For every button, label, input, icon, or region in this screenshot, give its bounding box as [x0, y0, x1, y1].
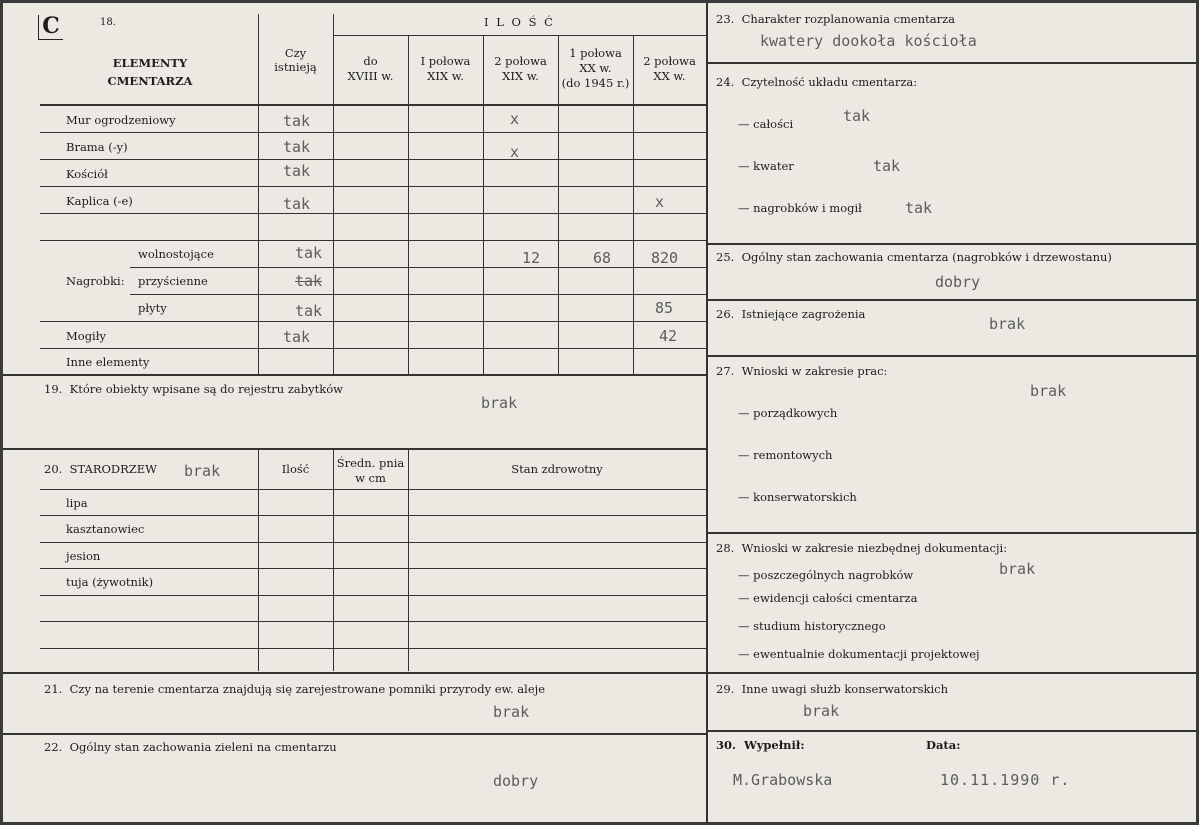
s23-answer: kwatery dookoła kościoła [760, 32, 977, 50]
s25-label: 25. Ogólny stan zachowania cmentarza (nagrobków i drzewostanu) [716, 250, 1112, 264]
s27-answer: brak [1030, 382, 1067, 400]
exists-przyscienne: tak [295, 272, 323, 290]
s30-label: 30. Wypełnił: [716, 738, 805, 752]
quantity-header: I L O Ś Ć [484, 15, 555, 29]
exists-kaplica: tak [283, 195, 311, 213]
s22-label: 22. Ogólny stan zachowania zieleni na cmentarzu [44, 740, 337, 754]
tree-tuja: tuja (żywotnik) [66, 575, 154, 589]
s24-item-nagrobkow: — nagrobków i mogił [738, 201, 862, 215]
s21-label: 21. Czy na terenie cmentarza znajdują się zarejestrowane pomniki przyrody ew. aleje [44, 682, 546, 696]
row-label-nagrobki: Nagrobki: [66, 274, 125, 288]
s27-label: 27. Wnioski w zakresie prac: [716, 364, 888, 378]
period-header-xviii: do XVIII w. [347, 54, 394, 83]
s24-answer-kwater: tak [873, 157, 901, 175]
row-label-mogily: Mogiły [66, 329, 106, 343]
s24-answer-calosci: tak [843, 107, 871, 125]
s24-answer-nagrobkow: tak [905, 199, 933, 217]
s27-item-porzadkowych: — porządkowych [738, 406, 838, 420]
row-label-brama: Brama (-y) [66, 140, 128, 154]
s20-col-stan: Stan zdrowotny [511, 462, 603, 476]
s20-col-srednica: Średn. pnia w cm [336, 456, 405, 485]
row-label-przyscienne: przyścienne [138, 274, 208, 288]
s24-item-calosci: — całości [738, 117, 794, 131]
s18-number: 18. [100, 17, 116, 28]
exists-brama: tak [283, 138, 311, 156]
s29-label: 29. Inne uwagi służb konserwatorskich [716, 682, 948, 696]
row-label-kaplica: Kaplica (-e) [66, 194, 133, 208]
qty-kaplica-2xx: x [655, 193, 665, 211]
s28-item-projektowej: — ewentualnie dokumentacji projektowej [738, 647, 980, 661]
exists-header-line2: istnieją [274, 60, 317, 74]
exists-wolnostojace: tak [295, 244, 323, 262]
s20-col-ilosc: Ilość [281, 462, 310, 476]
tree-jesion: jesion [66, 549, 101, 563]
tree-lipa: lipa [66, 496, 88, 510]
s26-answer: brak [989, 315, 1026, 333]
qty-plyty-2xx: 85 [655, 299, 674, 317]
s18-title-line1: ELEMENTY [112, 56, 188, 70]
tree-kasztanowiec: kasztanowiec [66, 522, 145, 536]
qty-brama-2xix: x [510, 143, 520, 161]
qty-mur-2xix: x [510, 110, 520, 128]
s30-date: 10.11.1990 r. [940, 771, 1071, 789]
s19-answer: brak [481, 394, 518, 412]
row-label-mur: Mur ogrodzeniowy [66, 113, 176, 127]
s20-label: 20. STARODRZEW [44, 462, 158, 476]
s25-answer: dobry [935, 273, 981, 291]
exists-header-line1: Czy [284, 46, 307, 60]
qty-mogily-2xx: 42 [659, 327, 678, 345]
form-letter: C [38, 15, 63, 40]
s30-name: M.Grabowska [733, 771, 833, 789]
s23-label: 23. Charakter rozplanowania cmentarza [716, 12, 956, 26]
exists-plyty: tak [295, 302, 323, 320]
qty-wolnostojace-2xx: 820 [651, 249, 679, 267]
s21-answer: brak [493, 703, 530, 721]
row-label-inne: Inne elementy [66, 355, 150, 369]
s22-answer: dobry [493, 772, 539, 790]
period-header-2xx: 2 połowa XX w. [643, 54, 696, 83]
s20-answer: brak [184, 462, 221, 480]
qty-wolnostojace-2xix: 12 [522, 249, 541, 267]
s28-label: 28. Wnioski w zakresie niezbędnej dokumentacji: [716, 541, 1008, 555]
s19-label: 19. Które obiekty wpisane są do rejestru zabytków [44, 382, 343, 396]
row-label-wolnostojace: wolnostojące [138, 247, 214, 261]
exists-mogily: tak [283, 328, 311, 346]
s24-item-kwater: — kwater [738, 159, 794, 173]
qty-wolnostojace-1xx: 68 [593, 249, 612, 267]
s30-date-label: Data: [926, 738, 961, 752]
period-header-1xix: I połowa XIX w. [420, 54, 471, 83]
s28-answer: brak [999, 560, 1036, 578]
row-label-plyty: płyty [138, 301, 167, 315]
exists-mur: tak [283, 112, 311, 130]
s18-title-line2: CMENTARZA [107, 74, 193, 88]
s28-item-nagrobkow: — poszczególnych nagrobków [738, 568, 914, 582]
s29-answer: brak [803, 702, 840, 720]
period-header-2xix: 2 połowa XIX w. [494, 54, 547, 83]
s28-item-ewidencji: — ewidencji całości cmentarza [738, 591, 918, 605]
s28-item-studium: — studium historycznego [738, 619, 886, 633]
s24-label: 24. Czytelność układu cmentarza: [716, 75, 918, 89]
period-header-1xx: 1 połowa XX w. (do 1945 r.) [561, 46, 630, 90]
row-label-kosciol: Kościół [66, 167, 108, 181]
s27-item-konserwatorskich: — konserwatorskich [738, 490, 857, 504]
s27-item-remontowych: — remontowych [738, 448, 833, 462]
s26-label: 26. Istniejące zagrożenia [716, 307, 866, 321]
exists-kosciol: tak [283, 162, 311, 180]
